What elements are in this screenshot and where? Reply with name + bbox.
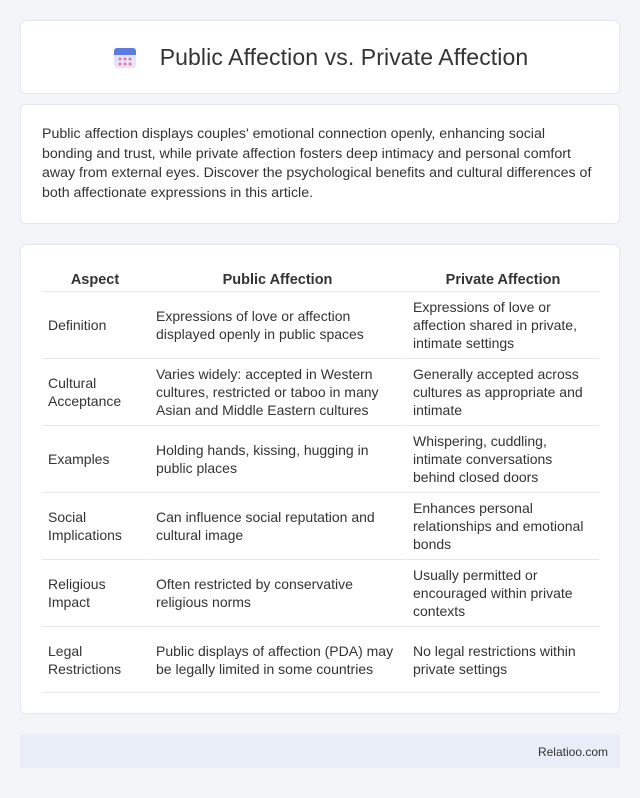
row-aspect: Legal Restrictions [42,626,148,693]
table-row [42,291,599,358]
row-public: Holding hands, kissing, hugging in public places [148,425,405,492]
footer-brand[interactable]: Relatioo.com [537,745,608,759]
row-private: Whispering, cuddling, intimate conversations behind closed doors [405,425,599,492]
intro-card [20,104,620,224]
page-title: Public Affection vs. Private Affection [159,43,529,70]
table-header-row [42,265,599,291]
row-private: Generally accepted across cultures as appropriate and intimate [405,358,599,425]
table-row [42,492,599,559]
row-private: No legal restrictions within private settings [405,626,599,693]
row-private: Expressions of love or affection shared in private, intimate settings [405,291,599,358]
row-aspect: Examples [42,425,148,492]
row-public: Expressions of love or affection displayed openly in public spaces [148,291,405,358]
footer [20,734,620,768]
row-public: Often restricted by conservative religious norms [148,559,405,626]
header-card [20,20,620,94]
comparison-card [20,244,620,714]
row-aspect: Cultural Acceptance [42,358,148,425]
header-aspect: Aspect [70,272,120,288]
title-row [21,21,619,93]
row-public: Can influence social reputation and cultural image [148,492,405,559]
comparison-table [42,265,599,693]
table-row [42,425,599,492]
intro-paragraph: Public affection displays couples' emotional connection openly, enhancing social bonding and trust, while private affection fosters deep intimacy and personal comfort away from external eyes. Discover the psychological benefits and cultural differences of both affectionate expressions in this article. [42,126,592,201]
row-private: Enhances personal relationships and emotional bonds [405,492,599,559]
header-public: Public Affection [148,265,405,291]
header-private: Private Affection [405,265,599,291]
row-aspect: Social Implications [42,492,148,559]
row-private: Usually permitted or encouraged within private contexts [405,559,599,626]
table-row [42,626,599,693]
table-row [42,358,599,425]
calendar-icon [112,44,138,70]
table-row [42,559,599,626]
row-public: Public displays of affection (PDA) may be legally limited in some countries [148,626,405,693]
row-public: Varies widely: accepted in Western cultures, restricted or taboo in many Asian and Middle Eastern cultures [148,358,405,425]
row-aspect: Definition [42,291,148,358]
row-aspect: Religious Impact [42,559,148,626]
